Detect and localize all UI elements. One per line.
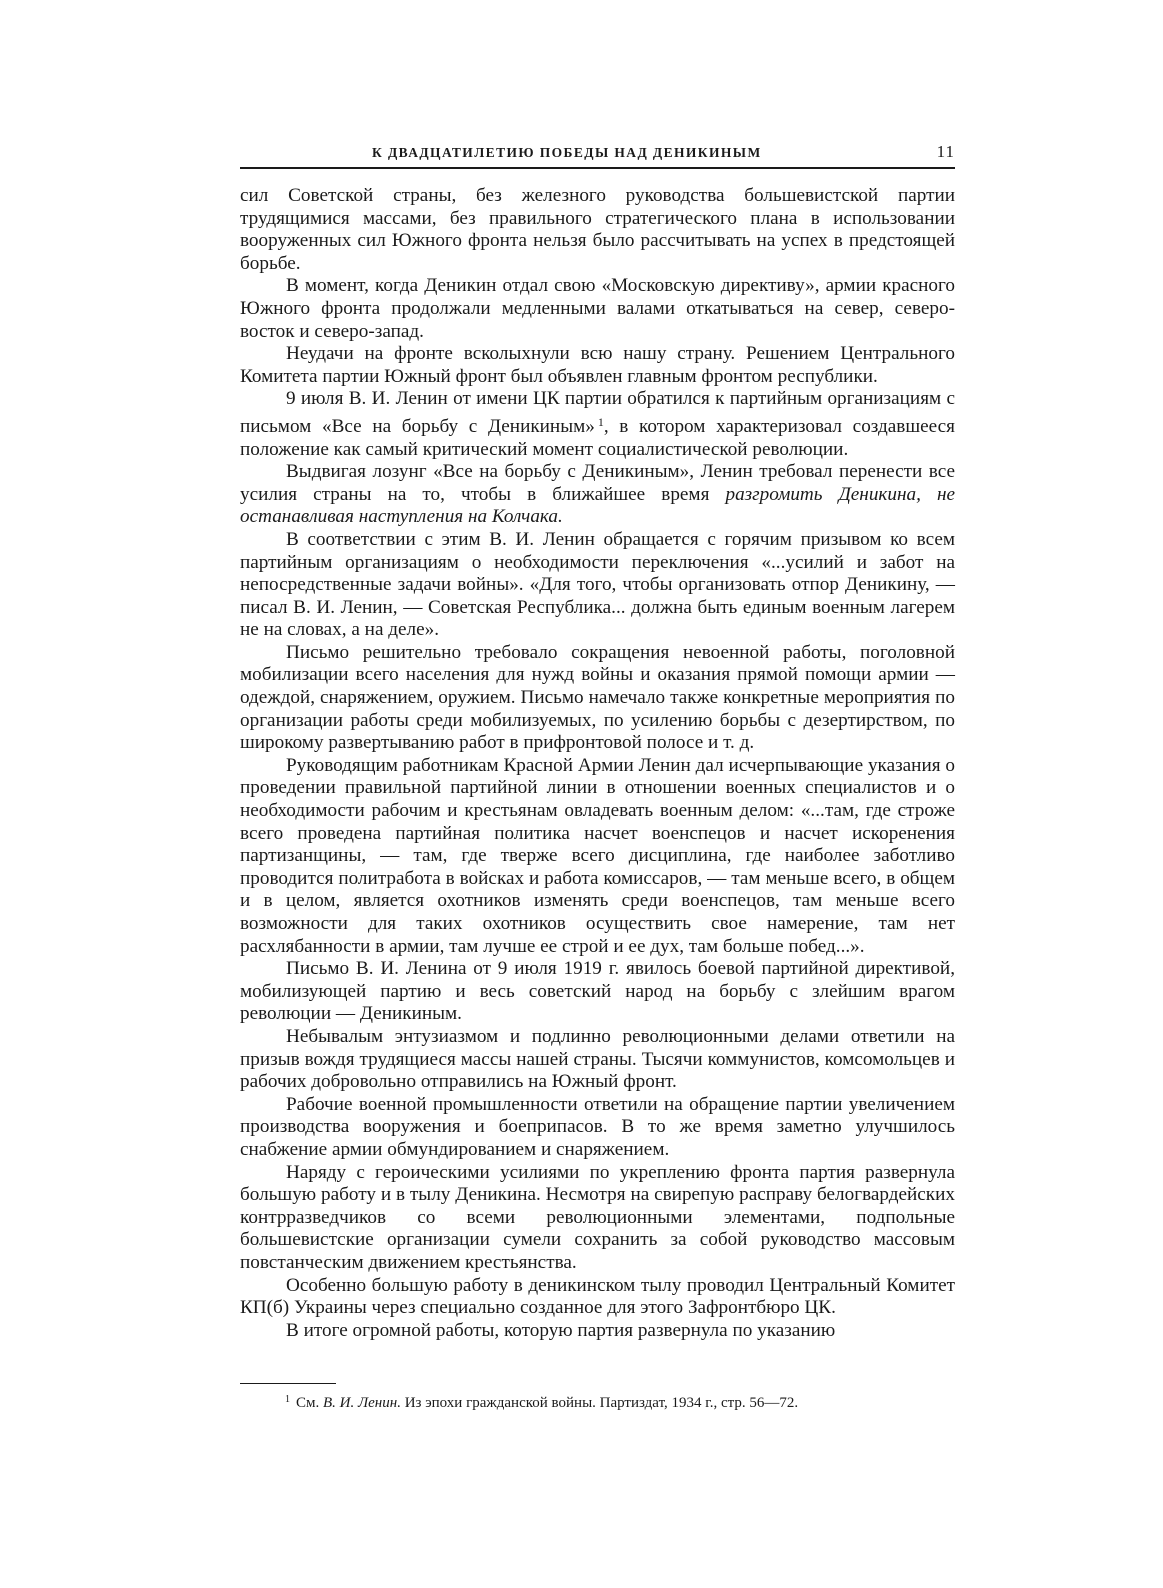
footnote — [285, 1390, 955, 1413]
paragraph-7: Письмо решительно требовало сокращения невоенной работы, поголовной мобилизации всего населения для нужд войны и оказания прямой помощи армии — одеждой, снаряжением, оружием. Письмо намечало также конкретные мероприятия по организации работы среди мобилизуемых, по усилению борьбы с дезертирством, по широкому развертыванию работ в прифронтовой полосе и т. д. — [240, 641, 955, 754]
footnote-divider — [240, 1383, 336, 1384]
footnote-text: Из эпохи гражданской войны. Партиздат, 1934 г., стр. 56—72. — [400, 1395, 799, 1411]
paragraph-4-text: 9 июля В. И. Ленин от имени ЦК партии обратился к партийным организациям с письмом «Все на борьбу с Деникиным» — [240, 388, 955, 437]
paragraph-5-emphasis: разгромить Деникина, не останавливая наступления на Колчака. — [240, 483, 955, 528]
page-header — [240, 143, 955, 169]
paragraph-5-text: Выдвигая лозунг «Все на борьбу с Деникиным», Ленин требовал перенести все усилия страны на то, чтобы в ближайшее время — [240, 461, 955, 505]
running-title: К ДВАДЦАТИЛЕТИЮ ПОБЕДЫ НАД ДЕНИКИНЫМ — [372, 145, 762, 160]
body-text — [240, 185, 955, 1342]
footnote-author: В. И. Ленин. — [323, 1395, 401, 1411]
page-number: 11 — [936, 142, 955, 161]
paragraph-11: Рабочие военной промышленности ответили на обращение партии увеличением производства вооружения и боеприпасов. В то же время заметно улучшилось снабжение армии обмундированием и снаряжением. — [240, 1093, 955, 1160]
paragraph-9: Письмо В. И. Ленина от 9 июля 1919 г. явилось боевой партийной директивой, мобилизующей партию и весь советский народ на борьбу с злейшим врагом революции — Деникиным. — [240, 958, 955, 1025]
paragraph-4-text-after: , в котором характеризовал создавшееся положение как самый критический момент социалистической революции. — [240, 415, 955, 460]
paragraph-13: Особенно большую работу в деникинском тылу проводил Центральный Комитет КП(б) Украины через специально созданное для этого Зафронтбюро ЦК. — [240, 1274, 955, 1319]
footnote-prefix: См. — [296, 1395, 323, 1411]
paragraph-8: Руководящим работникам Красной Армии Ленин дал исчерпывающие указания о проведении правильной партийной линии в отношении военных специалистов и о необходимости рабочим и крестьянам овладевать военным делом: «...там, где строже всего проведена партийная политика насчет военспецов и насчет искоренения партизанщины, — там, где тверже всего дисциплина, где наиболее заботливо проводится политработа в войсках и работа комиссаров, — там меньше всего, в общем и в целом, является охотников изменять среди военспецов, там меньше всего возможности для таких охотников осуществить свое намерение, там нет расхлябанности в армии, там лучше ее строй и ее дух, там больше побед...». — [240, 754, 955, 957]
paragraph-5 — [240, 461, 955, 529]
paragraph-4 — [240, 388, 955, 461]
paragraph-2: В момент, когда Деникин отдал свою «Московскую директиву», армии красного Южного фронта продолжали медленными валами откатываться на север, северо-восток и северо-запад. — [240, 275, 955, 342]
paragraph-6: В соответствии с этим В. И. Ленин обращается с горячим призывом ко всем партийным организациям о необходимости переключения «...усилий и забот на непосредственные задачи войны». «Для того, чтобы организовать отпор Деникину, — писал В. И. Ленин, — Советская Республика... должна быть единым военным лагерем не на словах, а на деле». — [240, 528, 955, 641]
footnote-mark: 1 — [285, 1394, 290, 1405]
footnote-reference: 1 — [597, 414, 604, 429]
paragraph-1: сил Советской страны, без железного руководства большевистской партии трудящимися массами, без правильного стратегического плана в использовании вооруженных сил Южного фронта нельзя было рассчитывать на успех в предстоящей борьбе. — [240, 185, 955, 274]
paragraph-12: Наряду с героическими усилиями по укреплению фронта партия развернула большую работу и в тылу Деникина. Несмотря на свирепую расправу белогвардейских контрразведчиков со всеми революционными элементами, подпольные большевистские организации сумели сохранить за собой руководство массовым повстанческим движением крестьянства. — [240, 1161, 955, 1273]
paragraph-10: Небывалым энтузиазмом и подлинно революционными делами ответили на призыв вождя трудящиеся массы нашей страны. Тысячи коммунистов, комсомольцев и рабочих добровольно отправились на Южный фронт. — [240, 1025, 955, 1093]
paragraph-14: В итоге огромной работы, которую партия развернула по указанию — [286, 1319, 836, 1341]
paragraph-3: Неудачи на фронте всколыхнули всю нашу страну. Решением Центрального Комитета партии Южный фронт был объявлен главным фронтом республики. — [240, 343, 955, 387]
